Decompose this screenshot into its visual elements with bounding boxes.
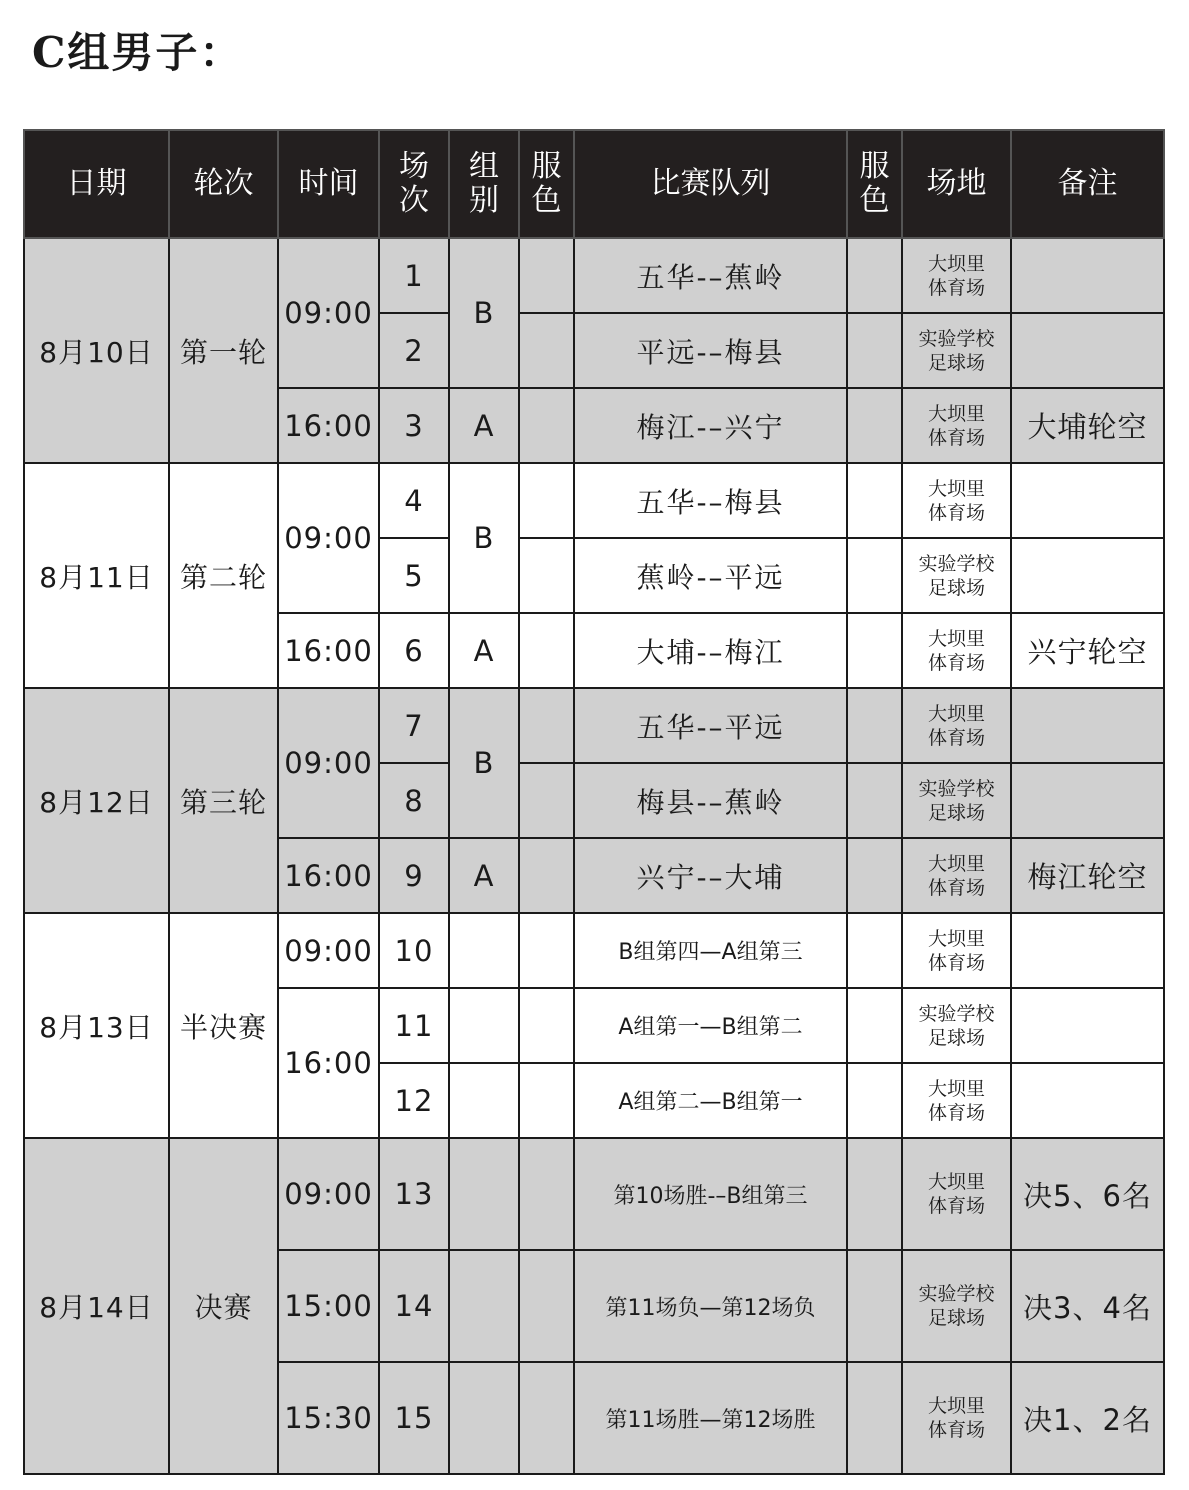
venue-cell: 大坝里 体育场 xyxy=(902,1362,1011,1474)
header-cell: 备注 xyxy=(1011,130,1164,238)
jersey-cell xyxy=(847,388,902,463)
venue-cell: 大坝里 体育场 xyxy=(902,463,1011,538)
note-cell xyxy=(1011,688,1164,763)
jersey-cell xyxy=(847,688,902,763)
group-cell xyxy=(449,1362,519,1474)
match-cell: B组第四—A组第三 xyxy=(574,913,847,988)
header-cell: 日期 xyxy=(24,130,169,238)
match-no-cell: 1 xyxy=(379,238,449,313)
date-cell: 8月11日 xyxy=(24,463,169,688)
match-no-cell: 6 xyxy=(379,613,449,688)
match-cell: 兴宁-–大埔 xyxy=(574,838,847,913)
jersey-cell xyxy=(847,463,902,538)
jersey-cell xyxy=(519,988,574,1063)
group-cell xyxy=(449,988,519,1063)
match-no-cell: 10 xyxy=(379,913,449,988)
jersey-cell xyxy=(519,538,574,613)
time-cell: 16:00 xyxy=(278,613,379,688)
group-cell: B xyxy=(449,463,519,613)
note-cell: 大埔轮空 xyxy=(1011,388,1164,463)
venue-cell: 实验学校 足球场 xyxy=(902,313,1011,388)
header-cell: 组 别 xyxy=(449,130,519,238)
table-row xyxy=(24,463,1164,538)
note-cell: 兴宁轮空 xyxy=(1011,613,1164,688)
jersey-cell xyxy=(847,763,902,838)
note-cell xyxy=(1011,1063,1164,1138)
match-cell: 大埔-–梅江 xyxy=(574,613,847,688)
round-cell: 第二轮 xyxy=(169,463,278,688)
note-cell: 决3、4名 xyxy=(1011,1250,1164,1362)
match-cell: 五华-–蕉岭 xyxy=(574,238,847,313)
date-cell: 8月13日 xyxy=(24,913,169,1138)
note-cell: 决5、6名 xyxy=(1011,1138,1164,1250)
jersey-cell xyxy=(847,838,902,913)
venue-cell: 实验学校 足球场 xyxy=(902,1250,1011,1362)
match-cell: 平远-–梅县 xyxy=(574,313,847,388)
header-row xyxy=(24,130,1164,238)
header-cell: 轮次 xyxy=(169,130,278,238)
note-cell xyxy=(1011,463,1164,538)
venue-cell: 大坝里 体育场 xyxy=(902,838,1011,913)
match-no-cell: 7 xyxy=(379,688,449,763)
venue-cell: 实验学校 足球场 xyxy=(902,763,1011,838)
jersey-cell xyxy=(519,913,574,988)
match-cell: 第10场胜-–B组第三 xyxy=(574,1138,847,1250)
jersey-cell xyxy=(519,838,574,913)
group-cell: B xyxy=(449,238,519,388)
match-cell: 蕉岭-–平远 xyxy=(574,538,847,613)
match-cell: 五华-–梅县 xyxy=(574,463,847,538)
group-cell: A xyxy=(449,388,519,463)
venue-cell: 大坝里 体育场 xyxy=(902,1063,1011,1138)
match-no-cell: 12 xyxy=(379,1063,449,1138)
match-cell: 第11场负—第12场负 xyxy=(574,1250,847,1362)
match-no-cell: 3 xyxy=(379,388,449,463)
match-no-cell: 4 xyxy=(379,463,449,538)
match-no-cell: 14 xyxy=(379,1250,449,1362)
round-cell: 决赛 xyxy=(169,1138,278,1474)
jersey-cell xyxy=(847,1250,902,1362)
jersey-cell xyxy=(847,238,902,313)
date-cell: 8月10日 xyxy=(24,238,169,463)
header-cell: 时间 xyxy=(278,130,379,238)
venue-cell: 大坝里 体育场 xyxy=(902,238,1011,313)
jersey-cell xyxy=(519,763,574,838)
venue-cell: 实验学校 足球场 xyxy=(902,988,1011,1063)
jersey-cell xyxy=(519,688,574,763)
match-no-cell: 11 xyxy=(379,988,449,1063)
venue-cell: 大坝里 体育场 xyxy=(902,388,1011,463)
jersey-cell xyxy=(519,1362,574,1474)
jersey-cell xyxy=(847,1362,902,1474)
jersey-cell xyxy=(847,988,902,1063)
jersey-cell xyxy=(847,538,902,613)
round-cell: 第一轮 xyxy=(169,238,278,463)
venue-cell: 大坝里 体育场 xyxy=(902,913,1011,988)
table-row xyxy=(24,913,1164,988)
time-cell: 09:00 xyxy=(278,463,379,613)
time-cell: 16:00 xyxy=(278,838,379,913)
jersey-cell xyxy=(519,1250,574,1362)
match-no-cell: 13 xyxy=(379,1138,449,1250)
group-cell: B xyxy=(449,688,519,838)
venue-cell: 大坝里 体育场 xyxy=(902,613,1011,688)
jersey-cell xyxy=(519,1138,574,1250)
note-cell xyxy=(1011,538,1164,613)
jersey-cell xyxy=(519,1063,574,1138)
venue-cell: 大坝里 体育场 xyxy=(902,688,1011,763)
time-cell: 09:00 xyxy=(278,913,379,988)
group-cell: A xyxy=(449,838,519,913)
header-cell: 场 次 xyxy=(379,130,449,238)
jersey-cell xyxy=(847,313,902,388)
page-title: C组男子： xyxy=(32,28,244,77)
venue-cell: 实验学校 足球场 xyxy=(902,538,1011,613)
jersey-cell xyxy=(519,613,574,688)
note-cell xyxy=(1011,313,1164,388)
header-cell: 比赛队列 xyxy=(574,130,847,238)
date-cell: 8月14日 xyxy=(24,1138,169,1474)
schedule-table xyxy=(23,129,1165,1475)
jersey-cell xyxy=(847,1138,902,1250)
round-cell: 第三轮 xyxy=(169,688,278,913)
note-cell xyxy=(1011,238,1164,313)
table-row xyxy=(24,1138,1164,1250)
match-no-cell: 9 xyxy=(379,838,449,913)
group-cell: A xyxy=(449,613,519,688)
time-cell: 09:00 xyxy=(278,1138,379,1250)
match-cell: 梅县-–蕉岭 xyxy=(574,763,847,838)
jersey-cell xyxy=(847,613,902,688)
time-cell: 15:00 xyxy=(278,1250,379,1362)
time-cell: 09:00 xyxy=(278,688,379,838)
header-cell: 场地 xyxy=(902,130,1011,238)
time-cell: 09:00 xyxy=(278,238,379,388)
group-cell xyxy=(449,1138,519,1250)
table-row xyxy=(24,238,1164,313)
jersey-cell xyxy=(519,388,574,463)
note-cell xyxy=(1011,763,1164,838)
time-cell: 15:30 xyxy=(278,1362,379,1474)
time-cell: 16:00 xyxy=(278,388,379,463)
jersey-cell xyxy=(519,313,574,388)
match-cell: A组第二—B组第一 xyxy=(574,1063,847,1138)
venue-cell: 大坝里 体育场 xyxy=(902,1138,1011,1250)
note-cell xyxy=(1011,988,1164,1063)
group-cell xyxy=(449,1063,519,1138)
match-cell: 第11场胜—第12场胜 xyxy=(574,1362,847,1474)
match-cell: A组第一—B组第二 xyxy=(574,988,847,1063)
match-no-cell: 8 xyxy=(379,763,449,838)
match-no-cell: 15 xyxy=(379,1362,449,1474)
note-cell xyxy=(1011,913,1164,988)
table-row xyxy=(24,688,1164,763)
header-cell: 服 色 xyxy=(519,130,574,238)
date-cell: 8月12日 xyxy=(24,688,169,913)
group-cell xyxy=(449,913,519,988)
jersey-cell xyxy=(519,238,574,313)
jersey-cell xyxy=(519,463,574,538)
time-cell: 16:00 xyxy=(278,988,379,1138)
group-cell xyxy=(449,1250,519,1362)
note-cell: 决1、2名 xyxy=(1011,1362,1164,1474)
round-cell: 半决赛 xyxy=(169,913,278,1138)
header-cell: 服 色 xyxy=(847,130,902,238)
match-no-cell: 2 xyxy=(379,313,449,388)
match-cell: 梅江-–兴宁 xyxy=(574,388,847,463)
jersey-cell xyxy=(847,1063,902,1138)
match-no-cell: 5 xyxy=(379,538,449,613)
jersey-cell xyxy=(847,913,902,988)
note-cell: 梅江轮空 xyxy=(1011,838,1164,913)
match-cell: 五华-–平远 xyxy=(574,688,847,763)
